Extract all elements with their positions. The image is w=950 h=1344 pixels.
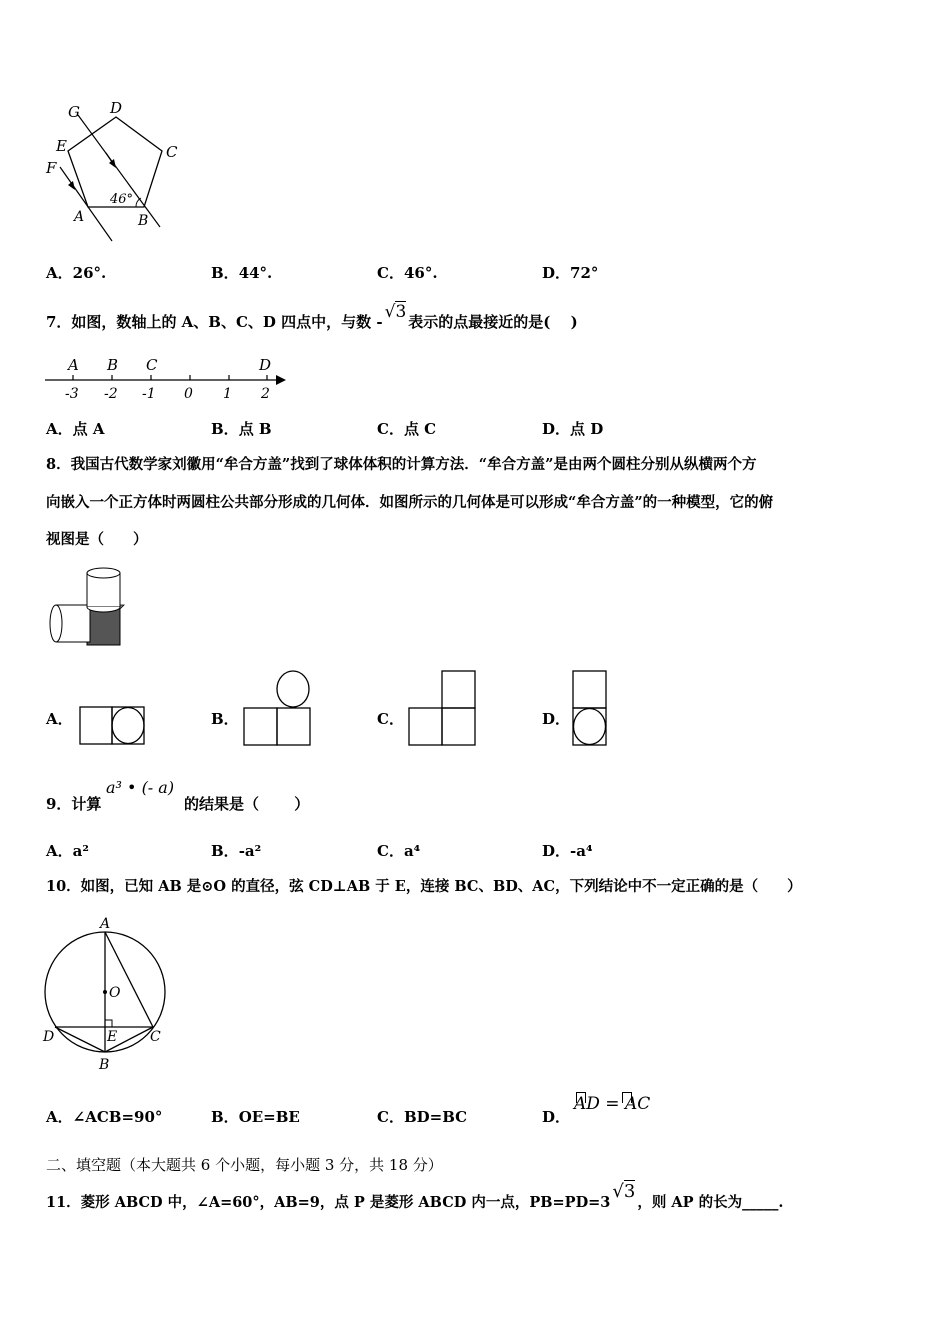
arrow-head-gb <box>109 159 116 168</box>
tick-label-neg2: -2 <box>104 386 118 402</box>
q7-option-c[interactable] <box>377 418 436 439</box>
point-label-c: C <box>146 356 158 374</box>
solid-figure <box>44 565 129 650</box>
q7-option-b-letter: B． <box>211 420 239 438</box>
label-a: A <box>100 916 111 932</box>
q10-option-d-text: AD = AC <box>574 1094 651 1114</box>
label-o: O <box>109 985 121 1001</box>
q7-option-a[interactable] <box>46 418 105 439</box>
q10-option-a[interactable] <box>46 1106 162 1127</box>
label-d: D <box>43 1029 55 1045</box>
q6-option-b[interactable] <box>211 262 272 283</box>
square-top <box>442 671 475 708</box>
q8-line-1: 8．我国古代数学家刘徽用“牟合方盖”找到了球体体积的计算方法．“牟合方盖”是由两个圆柱分别从纵横两个方 <box>46 456 757 473</box>
tick-label-0: 0 <box>184 386 193 402</box>
segment-ac <box>105 932 153 1027</box>
q6-option-b-letter: B． <box>211 264 239 282</box>
q8-option-a-figure[interactable] <box>79 706 146 746</box>
q6-option-a-text: 26°. <box>72 264 107 282</box>
q8-option-d[interactable] <box>542 708 570 729</box>
arc-mark-ac <box>622 1092 632 1103</box>
q11-sqrt: √3 <box>612 1181 636 1202</box>
point-label-b: B <box>107 356 119 374</box>
q9-stem-before: 9．计算 <box>46 795 102 813</box>
q6-option-d-letter: D． <box>542 264 571 282</box>
q7-stem-after: 表示的点最接近的是( ) <box>408 313 578 331</box>
q7-option-c-letter: C． <box>377 420 404 438</box>
label-b: B <box>99 1057 110 1073</box>
cube-face <box>87 609 120 645</box>
square-right <box>442 708 475 745</box>
q9-option-c[interactable] <box>377 840 420 861</box>
q9-option-a[interactable] <box>46 840 89 861</box>
q9-option-d[interactable] <box>542 840 593 861</box>
q7-option-a-letter: A． <box>46 420 73 438</box>
q10-option-d-math[interactable] <box>574 1094 650 1114</box>
label-e: E <box>56 137 67 155</box>
segment-bd <box>55 1027 105 1052</box>
q9-option-b[interactable] <box>211 840 261 861</box>
tick-label-neg1: -1 <box>142 386 156 402</box>
q10-option-c-text: BD=BC <box>403 1108 468 1126</box>
q8-option-b-letter: B． <box>211 710 239 728</box>
vertical-cylinder-top <box>87 568 120 578</box>
q10-option-c-letter: C． <box>377 1108 404 1126</box>
q9-option-a-text: a² <box>72 842 89 860</box>
horizontal-cylinder-end <box>50 605 62 642</box>
square-left <box>80 707 112 744</box>
q9-option-c-letter: C． <box>377 842 404 860</box>
q10-option-b-text: OE=BE <box>238 1108 300 1126</box>
q7-option-b-text: 点 B <box>238 420 272 438</box>
q10-option-c[interactable] <box>377 1106 467 1127</box>
label-e: E <box>107 1029 118 1045</box>
q6-option-d-text: 72° <box>570 264 599 282</box>
q10-stem: 10．如图，已知 AB 是⊙O 的直径，弦 CD⊥AB 于 E，连接 BC、BD、AC，下列结论中不一定正确的是（ ） <box>46 878 802 895</box>
q8-option-c-figure[interactable] <box>408 670 476 747</box>
label-f: F <box>46 159 57 177</box>
tick-label-1: 1 <box>223 386 232 402</box>
q8-line-2: 向嵌入一个正方体时两圆柱公共部分形成的几何体．如图所示的几何体是可以形成“牟合方盖”的一种模型，它的俯 <box>46 494 774 511</box>
tick-label-neg3: -3 <box>65 386 79 402</box>
label-g: G <box>68 103 80 121</box>
right-angle-mark <box>105 1020 112 1027</box>
q6-option-c[interactable] <box>377 262 438 283</box>
q8-option-b-figure[interactable] <box>243 670 311 747</box>
q6-option-c-text: 46°. <box>403 264 438 282</box>
circle-figure <box>40 915 170 1075</box>
circle-right <box>112 708 144 744</box>
point-label-d: D <box>259 356 272 374</box>
axis-arrow <box>276 375 286 385</box>
q11-stem-after: ，则 AP 的长为_____. <box>637 1194 784 1211</box>
q8-option-c[interactable] <box>377 708 404 729</box>
q10-option-d-letter: D． <box>542 1108 571 1126</box>
q10-option-a-text: ∠ACB=90° <box>72 1108 163 1126</box>
label-d: D <box>110 99 123 117</box>
circle-bottom <box>574 709 606 745</box>
q6-option-d[interactable] <box>542 262 598 283</box>
q6-option-a[interactable] <box>46 262 106 283</box>
arrow-head-fa <box>68 181 75 190</box>
arc-mark-ad <box>576 1092 586 1103</box>
section-2-heading: 二、填空题（本大题共 6 个小题，每小题 3 分，共 18 分） <box>46 1156 443 1174</box>
pentagon-figure <box>40 95 190 245</box>
q7-option-b[interactable] <box>211 418 272 439</box>
q9-option-d-text: -a⁴ <box>570 842 593 860</box>
q9-stem-after: 的结果是（ ） <box>184 795 310 813</box>
q8-line-3: 视图是（ ） <box>46 531 148 548</box>
q6-option-c-letter: C． <box>377 264 404 282</box>
q9-option-a-letter: A． <box>46 842 73 860</box>
q10-option-d[interactable] <box>542 1106 570 1127</box>
point-label-a: A <box>68 356 79 374</box>
q8-option-d-letter: D． <box>542 710 571 728</box>
label-c: C <box>150 1029 161 1045</box>
q7-option-d-letter: D． <box>542 420 571 438</box>
q9-expression: a³ • (- a) <box>106 778 175 797</box>
q6-option-a-letter: A． <box>46 264 73 282</box>
q11-sqrt-arg: 3 <box>623 1181 636 1202</box>
q7-option-d[interactable] <box>542 418 603 439</box>
q9-option-b-letter: B． <box>211 842 239 860</box>
q10-option-b-letter: B． <box>211 1108 239 1126</box>
q8-option-a-letter: A． <box>46 710 73 728</box>
q7-option-a-text: 点 A <box>72 420 105 438</box>
q9-option-d-letter: D． <box>542 842 571 860</box>
square-top <box>573 671 606 708</box>
q8-option-d-figure[interactable] <box>572 670 608 747</box>
q10-option-a-letter: A． <box>46 1108 73 1126</box>
label-c: C <box>166 143 178 161</box>
q7-option-c-text: 点 C <box>403 420 437 438</box>
q11-stem <box>46 1181 784 1212</box>
q11-stem-before: 11．菱形 ABCD 中，∠A=60°，AB=9，点 P 是菱形 ABCD 内一点，PB=PD=3 <box>46 1194 611 1211</box>
line-fa <box>60 167 112 241</box>
q9-option-c-text: a⁴ <box>403 842 421 860</box>
q7-sqrt: √3 <box>384 302 407 322</box>
tick-label-2: 2 <box>261 386 270 402</box>
q7-option-d-text: 点 D <box>570 420 604 438</box>
q8-option-a[interactable] <box>46 708 73 729</box>
label-b: B <box>138 213 149 229</box>
label-angle: 46° <box>110 192 134 207</box>
q7-sqrt-arg: 3 <box>395 302 407 322</box>
square-right <box>277 708 310 745</box>
q7-stem <box>46 302 578 332</box>
center-dot <box>103 990 107 994</box>
label-a: A <box>74 209 85 225</box>
q8-option-b[interactable] <box>211 708 239 729</box>
number-line <box>40 350 300 405</box>
square-left <box>244 708 277 745</box>
q8-option-c-letter: C． <box>377 710 404 728</box>
square-left <box>409 708 442 745</box>
q6-option-b-text: 44°. <box>238 264 273 282</box>
circle-top <box>277 671 309 707</box>
q10-option-b[interactable] <box>211 1106 300 1127</box>
q9-option-b-text: -a² <box>238 842 262 860</box>
q7-stem-before: 7．如图，数轴上的 A、B、C、D 四点中，与数 - <box>46 313 383 331</box>
